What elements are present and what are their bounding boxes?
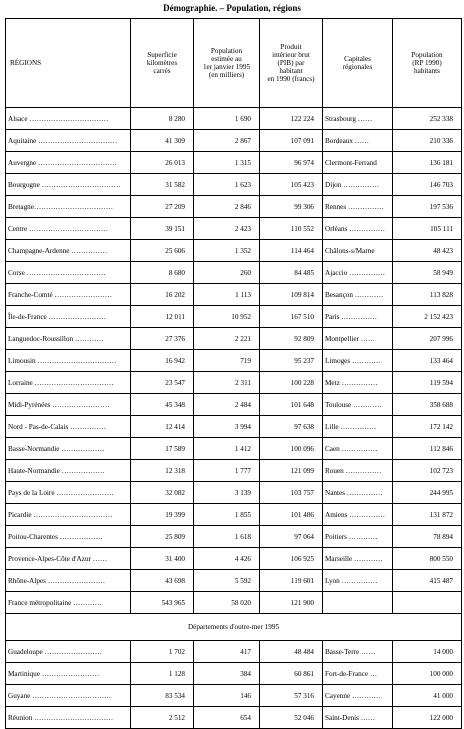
cell-population: 1 777 [194, 460, 260, 482]
header-capitale: Capitales régionales [323, 19, 393, 108]
cell-popcap: 133 464 [393, 350, 462, 372]
cell-superficie: 27 209 [131, 196, 194, 218]
table-row [6, 685, 462, 707]
cell-population: 2 867 [194, 130, 260, 152]
cell-population: 2 423 [194, 218, 260, 240]
cell-region: Poitou-Charentes ……………… [6, 526, 131, 548]
cell-pib: 84 485 [260, 262, 323, 284]
cell-capitale: Châlons-s/Marne [323, 240, 393, 262]
cell-capitale: Dijon …………… [323, 174, 393, 196]
cell-population: 719 [194, 350, 260, 372]
cell-pib: 101 486 [260, 504, 323, 526]
cell-pib: 95 237 [260, 350, 323, 372]
cell-capitale: Montpellier …… [323, 328, 393, 350]
cell-population: 1 315 [194, 152, 260, 174]
cell-popcap: 197 536 [393, 196, 462, 218]
cell-capitale: Caen …………… [323, 438, 393, 460]
cell-pib: 109 814 [260, 284, 323, 306]
cell-pib: 103 757 [260, 482, 323, 504]
cell-capitale: Toulouse ………… [323, 394, 393, 416]
header-pib: Produit intérieur brut (PIB) par habitant en 1990 (francs) [260, 19, 323, 108]
cell-capitale: Lille …………… [323, 416, 393, 438]
table-row [6, 394, 462, 416]
dom-title-row [6, 614, 462, 641]
cell-pib: 105 423 [260, 174, 323, 196]
cell-capitale: Bordeaux …… [323, 130, 393, 152]
cell-pib: 101 648 [260, 394, 323, 416]
table-row [6, 306, 462, 328]
cell-popcap: 112 846 [393, 438, 462, 460]
cell-pib: 60 861 [260, 663, 323, 685]
cell-capitale: Rouen …………… [323, 460, 393, 482]
cell-superficie: 12 318 [131, 460, 194, 482]
cell-population: 146 [194, 685, 260, 707]
cell-superficie: 12 011 [131, 306, 194, 328]
cell-population: 417 [194, 641, 260, 663]
dom-body [6, 641, 462, 729]
table-row [6, 592, 462, 614]
cell-popcap: 14 000 [393, 641, 462, 663]
cell-superficie: 8 280 [131, 108, 194, 130]
cell-popcap: 78 894 [393, 526, 462, 548]
cell-popcap: 146 703 [393, 174, 462, 196]
cell-region: Franche-Comté …………………… [6, 284, 131, 306]
cell-region: Aquitaine …………………………… [6, 130, 131, 152]
cell-capitale: Lyon …………… [323, 570, 393, 592]
cell-population: 3 139 [194, 482, 260, 504]
table-row [6, 707, 462, 729]
cell-pib: 99 306 [260, 196, 323, 218]
cell-capitale: Orléans …………… [323, 218, 393, 240]
cell-population: 2 846 [194, 196, 260, 218]
regions-body [6, 108, 462, 614]
cell-superficie: 27 376 [131, 328, 194, 350]
cell-capitale: Metz …………… [323, 372, 393, 394]
table-row [6, 504, 462, 526]
cell-pib: 167 510 [260, 306, 323, 328]
cell-superficie: 19 399 [131, 504, 194, 526]
cell-popcap: 131 872 [393, 504, 462, 526]
cell-popcap: 100 000 [393, 663, 462, 685]
cell-region: Haute-Normandie ……………… [6, 460, 131, 482]
cell-region: France métropolitaine ………… [6, 592, 131, 614]
cell-popcap: 358 688 [393, 394, 462, 416]
cell-capitale: Paris …………… [323, 306, 393, 328]
cell-population: 654 [194, 707, 260, 729]
page-title: Démographie. – Population, régions [163, 3, 301, 13]
cell-population: 1 618 [194, 526, 260, 548]
cell-popcap: 48 423 [393, 240, 462, 262]
table-row [6, 174, 462, 196]
cell-pib: 114 464 [260, 240, 323, 262]
cell-region: Alsace …………………………… [6, 108, 131, 130]
cell-superficie: 12 414 [131, 416, 194, 438]
cell-superficie: 8 680 [131, 262, 194, 284]
cell-superficie: 43 698 [131, 570, 194, 592]
cell-capitale: Besançon ………… [323, 284, 393, 306]
cell-region: Champagne-Ardenne …………… [6, 240, 131, 262]
header-population: Population estimée au 1er janvier 1995 (en milliers) [194, 19, 260, 108]
cell-region: Centre …………………………… [6, 218, 131, 240]
cell-population: 10 952 [194, 306, 260, 328]
cell-region: Guyane …………………………… [6, 685, 131, 707]
cell-capitale: Saint-Denis …… [323, 707, 393, 729]
cell-popcap: 136 181 [393, 152, 462, 174]
cell-region: Nord - Pas-de-Calais …………… [6, 416, 131, 438]
cell-popcap: 172 142 [393, 416, 462, 438]
cell-pib: 122 224 [260, 108, 323, 130]
cell-population: 3 994 [194, 416, 260, 438]
cell-superficie: 41 309 [131, 130, 194, 152]
cell-pib: 48 484 [260, 641, 323, 663]
cell-region: Basse-Normandie ……………… [6, 438, 131, 460]
cell-population: 5 592 [194, 570, 260, 592]
cell-superficie: 16 202 [131, 284, 194, 306]
table-row [6, 130, 462, 152]
cell-superficie: 31 400 [131, 548, 194, 570]
cell-popcap: 102 723 [393, 460, 462, 482]
cell-region: Lorraine …………………………… [6, 372, 131, 394]
table-row [6, 284, 462, 306]
cell-popcap: 113 828 [393, 284, 462, 306]
cell-pib: 107 091 [260, 130, 323, 152]
cell-capitale: Nantes …………… [323, 482, 393, 504]
cell-capitale: Rennes …………… [323, 196, 393, 218]
table-row [6, 663, 462, 685]
cell-population: 1 352 [194, 240, 260, 262]
cell-capitale: Fort-de-France … [323, 663, 393, 685]
cell-region: Auvergne …………………………… [6, 152, 131, 174]
table-row [6, 108, 462, 130]
cell-pib: 110 552 [260, 218, 323, 240]
cell-population: 58 020 [194, 592, 260, 614]
cell-superficie: 1 128 [131, 663, 194, 685]
cell-superficie: 1 702 [131, 641, 194, 663]
cell-pib: 119 601 [260, 570, 323, 592]
cell-region: Picardie …………………………… [6, 504, 131, 526]
cell-pib: 97 064 [260, 526, 323, 548]
cell-region: Île-de-France …………………… [6, 306, 131, 328]
cell-capitale: Marseille ………… [323, 548, 393, 570]
cell-region: Rhône-Alpes …………………… [6, 570, 131, 592]
cell-superficie: 17 589 [131, 438, 194, 460]
cell-pib: 52 046 [260, 707, 323, 729]
cell-superficie: 26 013 [131, 152, 194, 174]
cell-population: 1 855 [194, 504, 260, 526]
cell-superficie: 16 942 [131, 350, 194, 372]
table-row [6, 152, 462, 174]
cell-popcap [393, 592, 462, 614]
cell-popcap: 119 594 [393, 372, 462, 394]
table-row [6, 460, 462, 482]
table-row [6, 526, 462, 548]
table-row [6, 328, 462, 350]
dom-title: Départements d'outre-mer 1995 [6, 614, 462, 641]
cell-popcap: 252 338 [393, 108, 462, 130]
header-row [6, 19, 462, 108]
cell-popcap: 122 000 [393, 707, 462, 729]
cell-population: 1 690 [194, 108, 260, 130]
cell-capitale: Poitiers ………… [323, 526, 393, 548]
cell-superficie: 23 547 [131, 372, 194, 394]
cell-superficie: 39 151 [131, 218, 194, 240]
cell-popcap: 207 996 [393, 328, 462, 350]
header-population-capitale: Population (RP 1990) habitants [393, 19, 462, 108]
cell-superficie: 32 082 [131, 482, 194, 504]
cell-region: Martinique …………………… [6, 663, 131, 685]
cell-region: Réunion …………………………… [6, 707, 131, 729]
table-row [6, 218, 462, 240]
cell-population: 2 311 [194, 372, 260, 394]
cell-region: Guadeloupe …………………… [6, 641, 131, 663]
cell-population: 384 [194, 663, 260, 685]
cell-population: 2 221 [194, 328, 260, 350]
cell-region: Provence-Alpes-Côte d'Azur …… [6, 548, 131, 570]
table-row [6, 482, 462, 504]
cell-region: Pays de la Loire …………………… [6, 482, 131, 504]
cell-superficie: 45 348 [131, 394, 194, 416]
cell-capitale [323, 592, 393, 614]
cell-pib: 121 900 [260, 592, 323, 614]
cell-pib: 92 809 [260, 328, 323, 350]
table-row [6, 262, 462, 284]
cell-popcap: 58 949 [393, 262, 462, 284]
header-superficie: Superficie kilomètres carrés [131, 19, 194, 108]
cell-capitale: Basse-Terre …… [323, 641, 393, 663]
cell-popcap: 2 152 423 [393, 306, 462, 328]
cell-population: 4 426 [194, 548, 260, 570]
cell-pib: 121 099 [260, 460, 323, 482]
cell-superficie: 25 809 [131, 526, 194, 548]
cell-region: Bourgogne …………………………… [6, 174, 131, 196]
cell-popcap: 244 995 [393, 482, 462, 504]
cell-superficie: 543 965 [131, 592, 194, 614]
cell-popcap: 210 336 [393, 130, 462, 152]
cell-pib: 57 316 [260, 685, 323, 707]
cell-capitale: Cayenne ………… [323, 685, 393, 707]
header-regions: RÉGIONS [6, 19, 131, 108]
cell-pib: 96 974 [260, 152, 323, 174]
cell-superficie: 2 512 [131, 707, 194, 729]
cell-pib: 97 638 [260, 416, 323, 438]
cell-superficie: 25 606 [131, 240, 194, 262]
cell-popcap: 415 487 [393, 570, 462, 592]
cell-region: Bretagne…………………………… [6, 196, 131, 218]
table-row [6, 570, 462, 592]
table-row [6, 372, 462, 394]
cell-population: 1 623 [194, 174, 260, 196]
table-row [6, 240, 462, 262]
table-row [6, 196, 462, 218]
cell-superficie: 83 534 [131, 685, 194, 707]
cell-pib: 100 096 [260, 438, 323, 460]
cell-capitale: Strasbourg …… [323, 108, 393, 130]
cell-popcap: 800 550 [393, 548, 462, 570]
table-row [6, 548, 462, 570]
cell-pib: 100 228 [260, 372, 323, 394]
cell-region: Corse …………………………… [6, 262, 131, 284]
cell-popcap: 41 000 [393, 685, 462, 707]
cell-population: 260 [194, 262, 260, 284]
cell-capitale: Limoges ………… [323, 350, 393, 372]
cell-capitale: Ajaccio …………… [323, 262, 393, 284]
table-row [6, 438, 462, 460]
population-table [5, 18, 462, 729]
cell-pib: 106 925 [260, 548, 323, 570]
cell-superficie: 31 582 [131, 174, 194, 196]
cell-population: 1 113 [194, 284, 260, 306]
cell-population: 1 412 [194, 438, 260, 460]
table-row [6, 641, 462, 663]
cell-capitale: Clermont-Ferrand [323, 152, 393, 174]
cell-region: Midi-Pyrénées …………………… [6, 394, 131, 416]
cell-population: 2 484 [194, 394, 260, 416]
cell-capitale: Amiens …………… [323, 504, 393, 526]
cell-region: Limousin …………………………… [6, 350, 131, 372]
table-row [6, 350, 462, 372]
table-row [6, 416, 462, 438]
cell-region: Languedoc-Roussillon ………… [6, 328, 131, 350]
cell-popcap: 105 111 [393, 218, 462, 240]
